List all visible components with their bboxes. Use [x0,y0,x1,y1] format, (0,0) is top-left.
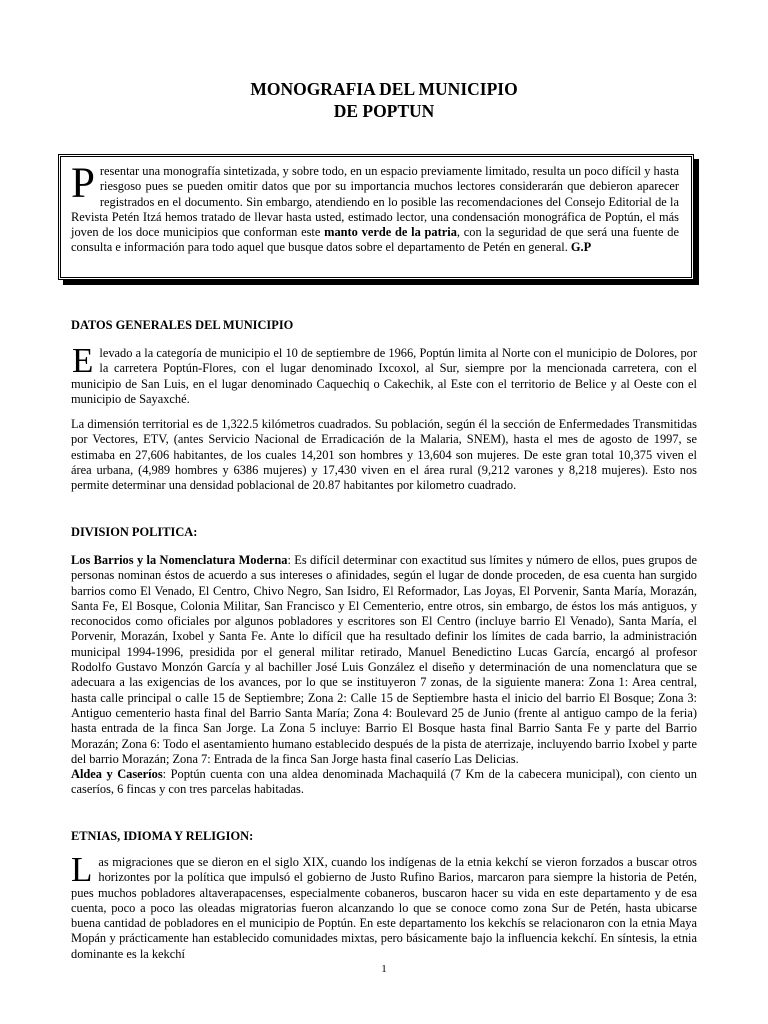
barrios-text: : Es difícil determinar con exactitud sus límites y número de ellos, pues grupos de personas nominan éstos de acuerdo a sus intereses o afinidades, según el lugar de donde proceden, de esa cuenta han surgido barrios como El Venado, El Centro, Chivo Negro, San Isidro, El Reformador, Las Joyas, El Porvenir, Santa María, Morazán, Santa Fe, El Bosque, Colonia Militar, San Francisco y El Cementerio, entre otros, sin embargo, de éstos los más antiguos, y reconocidos como oficiales por algunos pobladores y escritores son El Centro (incluye barrio El Venado), Santa María, el Porvenir, Morazán, Ixobel y Santa Fe. Ante lo difícil que ha resultado definir los límites de cada barrio, la administración municipal 1994-1996, presidida por el general militar retirado, Manuel Benedictino Lucas García, encargó al profesor Rodolfo Gustavo Monzón García y al bachiller José Luis González el diseño y determinación de una nomenclatura que se adecuara a las exigencias de los avances, por lo que se instituyeron 7 zonas, de la siguiente manera: Zona 1: Area central, hasta calle principal o calle 15 de Septiembre; Zona 2: Calle 15 de Septiembre hasta el inicio del barrio El Bosque; Zona 3: Antiguo cementerio hasta final del Barrio Santa María; Zona 4: Boulevard 25 de Junio (frente al antiguo campo de la feria) hasta entrada de la finca San Jorge. La Zona 5 incluye: Barrio El Bosque hasta final Barrio Santa Fe y parte del Barrio Morazán; Zona 6: Todo el asentamiento humano establecido después de la pista de aterrizaje, incluyendo barrio Ixobel y parte del barrio Morazán; Zona 7: Entrada de la finca San Jorge hasta final caserío Las Delicias. [71,553,698,766]
etnias-section [71,850,697,962]
intro-bold-text: manto verde de la patria [324,225,457,240]
aldea-text: : Poptún cuenta con una aldea denominada Machaquilá (7 Km de la cabecera municipal), con ciento un caseríos, 6 fincas y con tres parcelas habitadas. [71,767,697,797]
page-number: 1 [381,963,387,975]
etnias-text: as migraciones que se dieron en el siglo XIX, cuando los indígenas de la etnia kekchí se vieron forzados a buscar otros horizontes por la política que impulsó el gobierno de Justo Rufino Barios, marcaron para siempre la historia de Petén, pues muchos pobladores altaverapacenses, especialmente cobaneros, buscaron hacer su vida en este departamento y de esa cuenta, poco a poco las oleadas migratorias fueron alcanzando lo que se conoce como zona Sur de Petén, hasta ubicarse buena cantidad de pobladores en el municipio de Poptún. En este departamento los kekchís se relacionaron con la etnia Maya Mopán y prácticamente han establecido comunidades mixtas, pero básicamente bajo la influencia kekchí. En síntesis, la etnia dominante es la kekchí [71,855,697,961]
intro-box [58,154,694,280]
document-title [71,78,697,122]
title-line-2: DE POPTUN [333,101,435,121]
datos-paragraph-2: La dimensión territorial es de 1,322.5 kilómetros cuadrados. Su población, según él la sección de Enfermedades Transmitidas por Vectores, ETV, (antes Servicio Nacional de Erradicación de la Malaria, SNEM), hasta el mes de agosto de 1997, se estimaba en 27,606 habitantes, de los cuales 14,201 son hombres y 13,604 son mujeres. De este gran total 10,375 viven el área urbana, (4,989 hombres y 6386 mujeres) y 17,430 viven en el área rural (9,212 varones y 8,218 mujeres). Esto nos permite determinar una densidad poblacional de 20.87 habitantes por kilometro cuadrado. [71,417,697,493]
intro-text-end: , con la seguridad de que será una fuente de consulta e información para todo aquel que busque datos sobre el departamento de Petén en general. [71,225,680,255]
datos-section [71,341,697,494]
etnias-dropcap: L [71,850,93,889]
datos-heading: DATOS GENERALES DEL MUNICIPIO [71,318,294,332]
datos-dropcap: E [72,341,94,380]
aldea-paragraph [71,767,697,798]
barrios-label: Los Barrios y la Nomenclatura Moderna [71,553,288,567]
intro-text: resentar una monografía sintetizada, y sobre todo, en un espacio previamente limitado, resulta un poco difícil y hasta riesgoso pues se pueden omitir datos que por su importancia muchos lectores considerarán que debieron aparecer registrados en el documento. Sin embargo, atendiendo en lo posible las recomendaciones del Consejo Editorial de la Revista Petén Itzá hemos tratado de llevar hasta usted, estimado lector, una condensación monográfica de Poptún, el más joven de los doce municipios que conforman este [71,164,679,240]
title-line-1: MONOGRAFIA DEL MUNICIPIO [250,79,518,99]
division-heading: DIVISION POLITICA: [71,525,198,539]
division-section [71,553,697,798]
intro-dropcap: P [71,160,95,207]
intro-signature: G.P [570,240,592,255]
datos-text-1: levado a la categoría de municipio el 10 de septiembre de 1966, Poptún limita al Norte con el municipio de Dolores, por la carretera Poptún-Flores, con el lugar denominado Ixcoxol, al Sur, siempre por la mencionada carretera, con el municipio de San Luis, en el lugar denominado Caquechiq o Cakechik, al Este con el territorio de Belice y al Oeste con el municipio de Sayaxché. [71,346,697,406]
etnias-paragraph [71,850,697,962]
datos-paragraph-1 [71,341,697,407]
aldea-label: Aldea y Caseríos [71,767,163,782]
intro-paragraph [71,160,680,256]
etnias-heading: ETNIAS, IDIOMA Y RELIGION: [71,829,254,843]
barrios-paragraph [71,553,697,767]
